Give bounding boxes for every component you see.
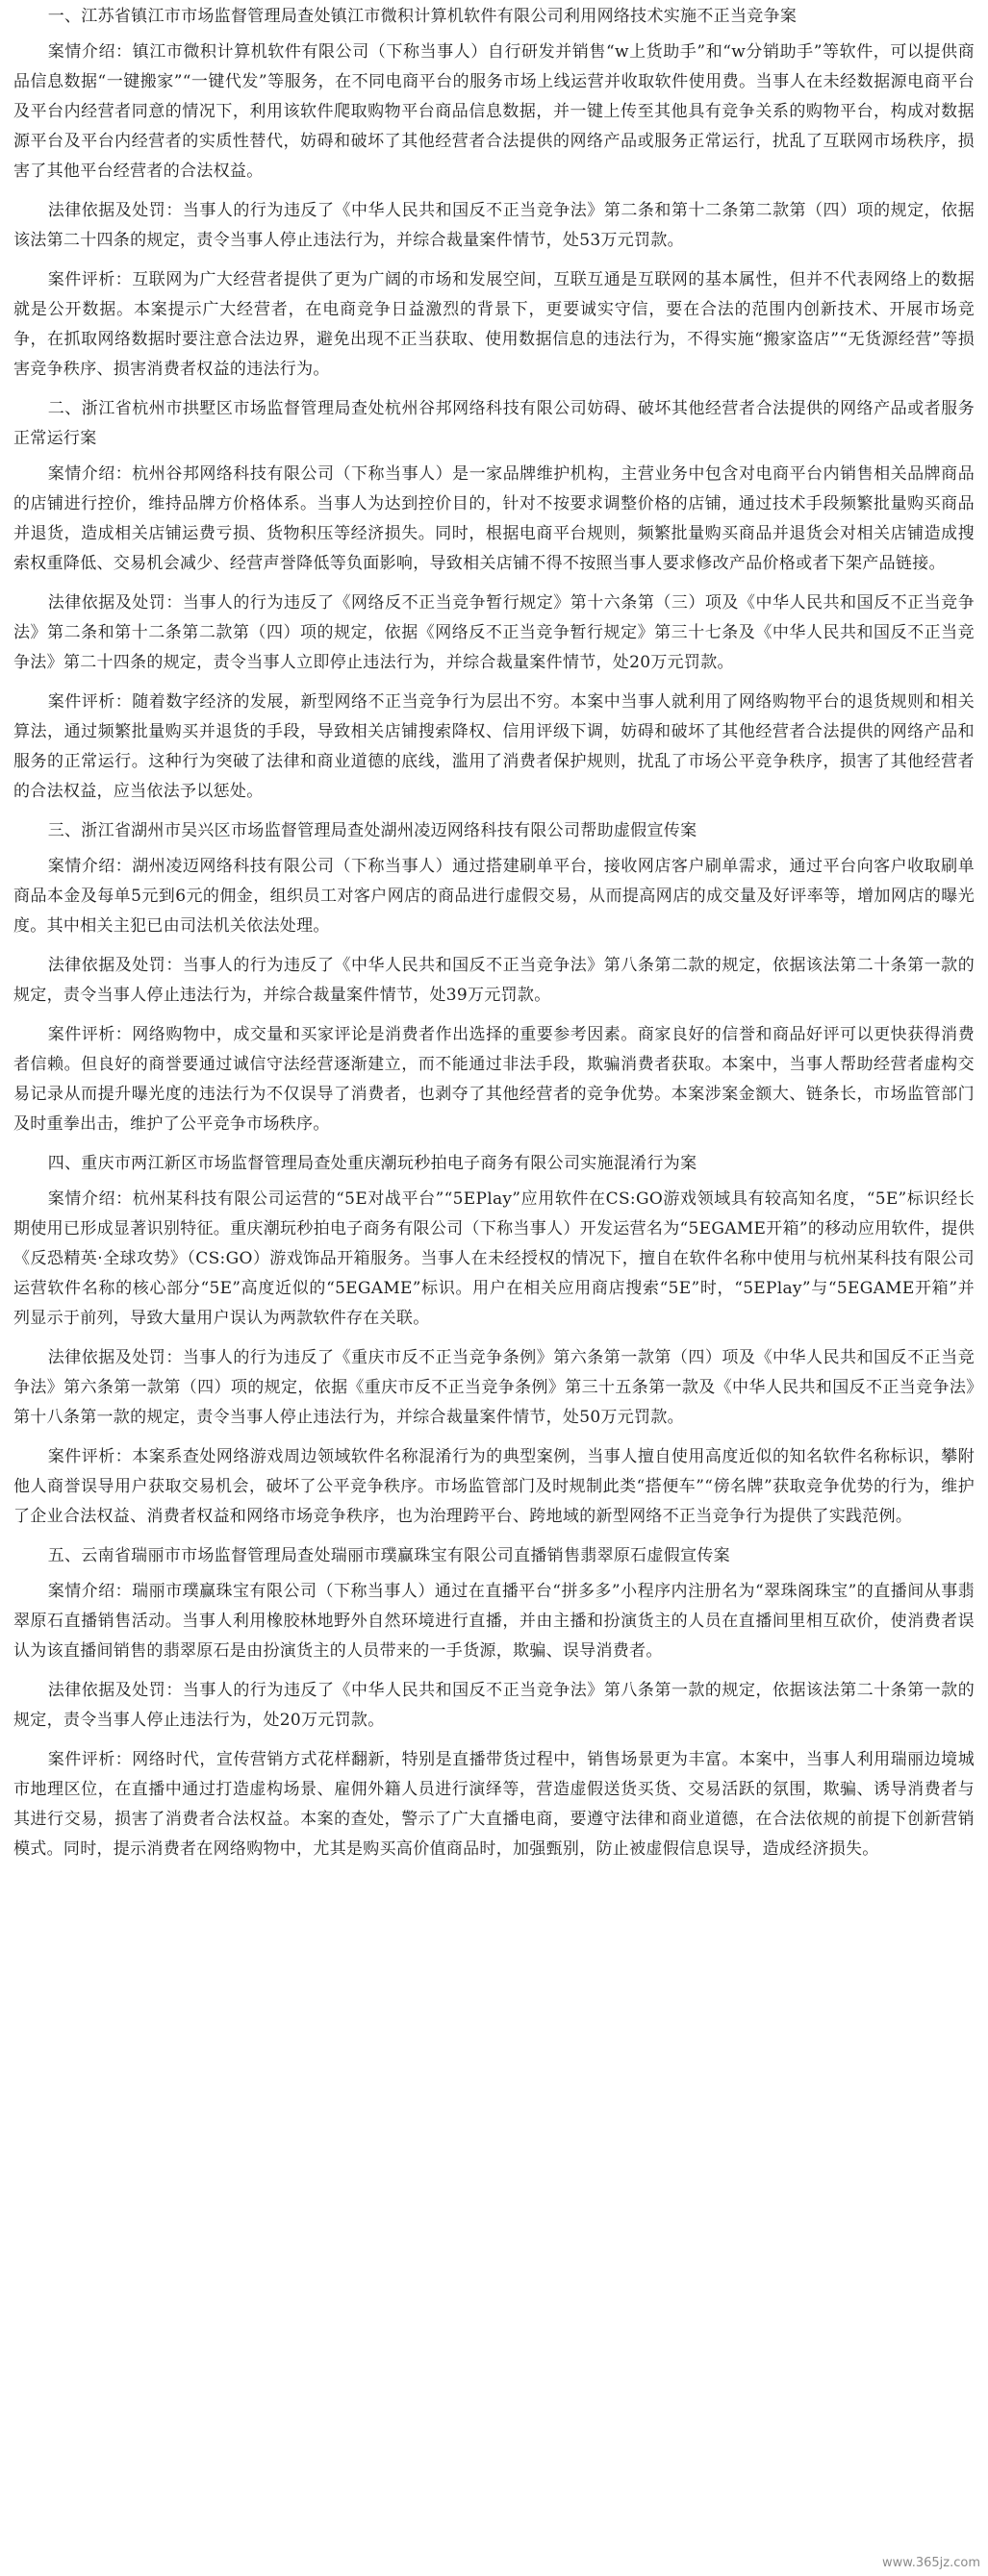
case-heading: 二、浙江省杭州市拱墅区市场监督管理局查处杭州谷邦网络科技有限公司妨碍、破坏其他经营者合法提供的网络产品或者服务正常运行案 bbox=[13, 399, 975, 448]
case-law: 法律依据及处罚：当事人的行为违反了《中华人民共和国反不正当竞争法》第二条和第十二条第二款第（四）项的规定，依据该法第二十四条的规定，责令当事人停止违法行为，并综合裁量案件情节，处53万元罚款。 bbox=[13, 201, 975, 250]
case-law: 法律依据及处罚：当事人的行为违反了《中华人民共和国反不正当竞争法》第八条第一款的规定，依据该法第二十条第一款的规定，责令当事人停止违法行为，处20万元罚款。 bbox=[13, 1681, 975, 1730]
case-heading: 一、江苏省镇江市市场监督管理局查处镇江市微积计算机软件有限公司利用网络技术实施不正当竞争案 bbox=[47, 7, 798, 26]
case-section-5 bbox=[13, 1541, 975, 1864]
case-comment: 案件评析：网络时代，宣传营销方式花样翻新，特别是直播带货过程中，销售场景更为丰富。本案中，当事人利用瑞丽边境城市地理区位，在直播中通过打造虚构场景、雇佣外籍人员进行演绎等，营造虚假送货买货、交易活跃的氛围，欺骗、诱导消费者与其进行交易，损害了消费者合法权益。本案的查处，警示了广大直播电商，要遵守法律和商业道德，在合法依规的前提下创新营销模式。同时，提示消费者在网络购物中，尤其是购买高价值商品时，加强甄别，防止被虚假信息误导，造成经济损失。 bbox=[13, 1750, 975, 1859]
case-law: 法律依据及处罚：当事人的行为违反了《网络反不正当竞争暂行规定》第十六条第（三）项及《中华人民共和国反不正当竞争法》第二条和第十二条第二款第（四）项的规定，依据《网络反不正当竞争暂行规定》第三十七条及《中华人民共和国反不正当竞争法》第二十四条的规定，责令当事人立即停止违法行为，并综合裁量案件情节，处20万元罚款。 bbox=[13, 593, 975, 672]
case-section-3 bbox=[13, 816, 975, 1139]
case-section-4 bbox=[13, 1149, 975, 1532]
case-comment: 案件评析：互联网为广大经营者提供了更为广阔的市场和发展空间，互联互通是互联网的基本属性，但并不代表网络上的数据就是公开数据。本案提示广大经营者，在电商竞争日益激烈的背景下，更要诚实守信，要在合法的范围内创新技术、开展市场竞争，在抓取网络数据时要注意合法边界，避免出现不正当获取、使用数据信息的违法行为，不得实施“搬家盗店”“无货源经营”等损害竞争秩序、损害消费者权益的违法行为。 bbox=[13, 270, 975, 379]
case-heading: 三、浙江省湖州市吴兴区市场监督管理局查处湖州凌迈网络科技有限公司帮助虚假宣传案 bbox=[47, 821, 697, 840]
case-law: 法律依据及处罚：当事人的行为违反了《重庆市反不正当竞争条例》第六条第一款第（四）项及《中华人民共和国反不正当竞争法》第六条第一款第（四）项的规定，依据《重庆市反不正当竞争条例》第三十五条第一款及《中华人民共和国反不正当竞争法》第十八条第一款的规定，责令当事人停止违法行为，并综合裁量案件情节，处50万元罚款。 bbox=[13, 1348, 975, 1427]
case-section-1 bbox=[13, 2, 975, 385]
case-facts: 案情介绍：杭州谷邦网络科技有限公司（下称当事人）是一家品牌维护机构，主营业务中包含对电商平台内销售相关品牌商品的店铺进行控价，维持品牌方价格体系。当事人为达到控价目的，针对不按要求调整价格的店铺，通过技术手段频繁批量购买商品并退货，造成相关店铺运费亏损、货物积压等经济损失。同时，根据电商平台规则，频繁批量购买商品并退货会对相关店铺造成搜索权重降低、交易机会减少、经营声誉降低等负面影响，导致相关店铺不得不按照当事人要求修改产品价格或者下架产品链接。 bbox=[13, 464, 975, 573]
case-section-2 bbox=[13, 394, 975, 807]
case-comment: 案件评析：随着数字经济的发展，新型网络不正当竞争行为层出不穷。本案中当事人就利用了网络购物平台的退货规则和相关算法，通过频繁批量购买并退货的手段，导致相关店铺搜索降权、信用评级下调，妨碍和破坏了其他经营者合法提供的网络产品和服务的正常运行。这种行为突破了法律和商业道德的底线，滥用了消费者保护规则，扰乱了市场公平竞争秩序，损害了其他经营者的合法权益，应当依法予以惩处。 bbox=[13, 692, 975, 801]
case-heading: 四、重庆市两江新区市场监督管理局查处重庆潮玩秒拍电子商务有限公司实施混淆行为案 bbox=[47, 1154, 697, 1173]
case-facts: 案情介绍：杭州某科技有限公司运营的“5E对战平台”“5EPlay”应用软件在CS:GO游戏领域具有较高知名度，“5E”标识经长期使用已形成显著识别特征。重庆潮玩秒拍电子商务有限公司（下称当事人）开发运营名为“5EGAME开箱”的移动应用软件，提供《反恐精英·全球攻势》（CS:GO）游戏饰品开箱服务。当事人在未经授权的情况下，擅自在软件名称中使用与杭州某科技有限公司运营软件名称的核心部分“5E”高度近似的“5EGAME”标识。用户在相关应用商店搜索“5E”时，“5EPlay”与“5EGAME开箱”并列显示于前列，导致大量用户误认为两款软件存在关联。 bbox=[13, 1189, 975, 1328]
case-heading: 五、云南省瑞丽市市场监督管理局查处瑞丽市璞赢珠宝有限公司直播销售翡翠原石虚假宣传案 bbox=[47, 1546, 730, 1565]
case-law: 法律依据及处罚：当事人的行为违反了《中华人民共和国反不正当竞争法》第八条第二款的规定，依据该法第二十条第一款的规定，责令当事人停止违法行为，并综合裁量案件情节，处39万元罚款。 bbox=[13, 956, 975, 1005]
case-facts: 案情介绍：瑞丽市璞赢珠宝有限公司（下称当事人）通过在直播平台“拼多多”小程序内注册名为“翠珠阁珠宝”的直播间从事翡翠原石直播销售活动。当事人利用橡胶林地野外自然环境进行直播，并由主播和扮演货主的人员在直播间里相互砍价，使消费者误认为该直播间销售的翡翠原石是由扮演货主的人员带来的一手货源，欺骗、误导消费者。 bbox=[13, 1582, 975, 1661]
case-comment: 案件评析：网络购物中，成交量和买家评论是消费者作出选择的重要参考因素。商家良好的信誉和商品好评可以更快获得消费者信赖。但良好的商誉要通过诚信守法经营逐渐建立，而不能通过非法手段，欺骗消费者获取。本案中，当事人帮助经营者虚构交易记录从而提升曝光度的违法行为不仅误导了消费者，也剥夺了其他经营者的竞争优势。本案涉案金额大、链条长，市场监管部门及时重拳出击，维护了公平竞争市场秩序。 bbox=[13, 1025, 975, 1134]
site-watermark: www.365jz.com bbox=[882, 2556, 980, 2570]
case-facts: 案情介绍：湖州凌迈网络科技有限公司（下称当事人）通过搭建刷单平台，接收网店客户刷单需求，通过平台向客户收取刷单商品本金及每单5元到6元的佣金，组织员工对客户网店的商品进行虚假交易，从而提高网店的成交量及好评率等，增加网店的曝光度。其中相关主犯已由司法机关依法处理。 bbox=[13, 857, 975, 936]
case-facts: 案情介绍：镇江市微积计算机软件有限公司（下称当事人）自行研发并销售“w上货助手”和“w分销助手”等软件，可以提供商品信息数据“一键搬家”“一键代发”等服务，在不同电商平台的服务市场上线运营并收取软件使用费。当事人在未经数据源电商平台及平台内经营者同意的情况下，利用该软件爬取购物平台商品信息数据，并一键上传至其他具有竞争关系的购物平台，构成对数据源平台及平台内经营者的实质性替代，妨碍和破坏了其他经营者合法提供的网络产品或服务正常运行，扰乱了互联网市场秩序，损害了其他平台经营者的合法权益。 bbox=[13, 42, 975, 181]
case-comment: 案件评析：本案系查处网络游戏周边领域软件名称混淆行为的典型案例，当事人擅自使用高度近似的知名软件名称标识，攀附他人商誉误导用户获取交易机会，破坏了公平竞争秩序。市场监管部门及时规制此类“搭便车”“傍名牌”获取竞争优势的行为，维护了企业合法权益、消费者权益和网络市场竞争秩序，也为治理跨平台、跨地域的新型网络不正当竞争行为提供了实践范例。 bbox=[13, 1447, 975, 1526]
